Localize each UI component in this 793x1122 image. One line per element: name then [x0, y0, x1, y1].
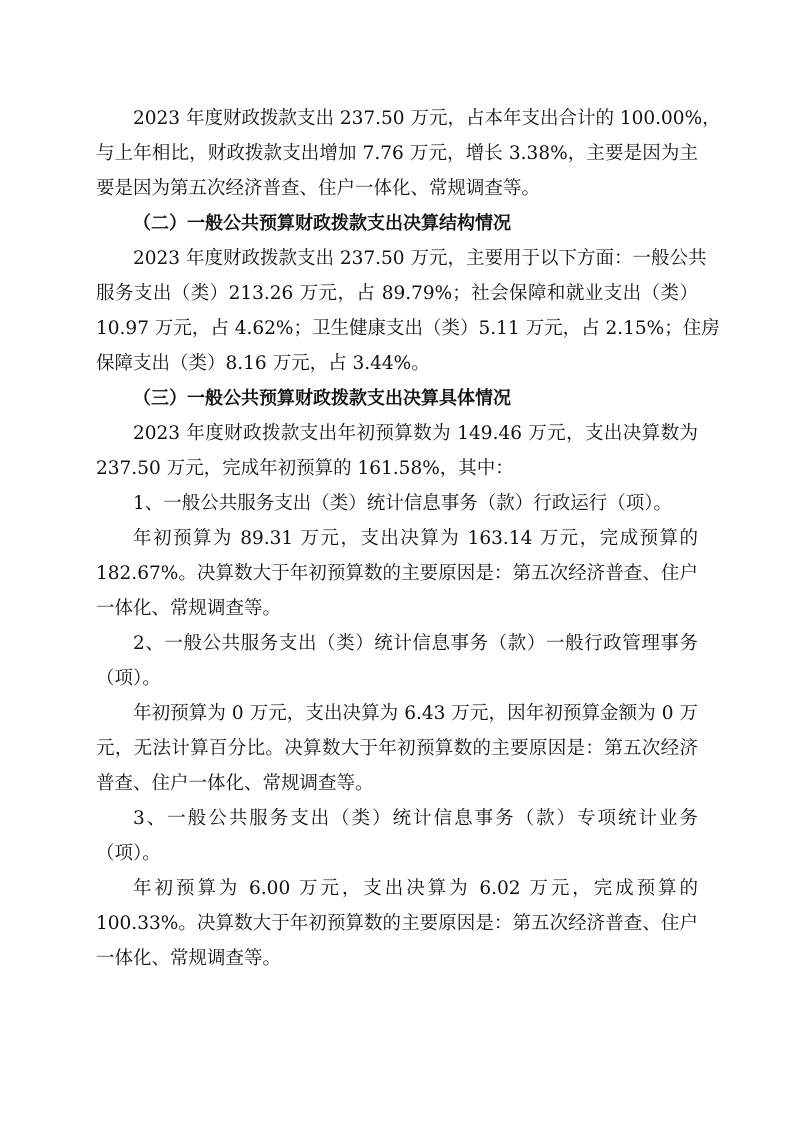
paragraph-line: 保障支出（类）8.16 万元，占 3.44%。 — [96, 353, 430, 374]
list-item-2-cont: （项）。 — [96, 668, 161, 689]
document-body — [96, 101, 721, 976]
section-heading-3: （三）一般公共预算财政拨款支出决算具体情况 — [133, 388, 511, 409]
paragraph-line: 10.97 万元，占 4.62%；卫生健康支出（类）5.11 万元，占 2.15%；住房 — [96, 318, 720, 339]
paragraph-line: 2023 年度财政拨款支出年初预算数为 149.46 万元，支出决算数为 — [133, 423, 698, 444]
paragraph-line: 与上年相比，财政拨款支出增加 7.76 万元，增长 3.38%，主要是因为主 — [96, 143, 698, 164]
paragraph-line: 服务支出（类）213.26 万元，占 89.79%；社会保障和就业支出（类） — [96, 283, 698, 304]
paragraph-line: 年初预算为 0 万元，支出决算为 6.43 万元，因年初预算金额为 0 万 — [133, 703, 698, 724]
paragraph-line: 一体化、常规调查等。 — [96, 598, 282, 619]
paragraph-line: 182.67%。决算数大于年初预算数的主要原因是：第五次经济普查、住户 — [96, 563, 698, 584]
paragraph-line: 237.50 万元，完成年初预算的 161.58%，其中： — [96, 458, 514, 479]
section-heading-2: （二）一般公共预算财政拨款支出决算结构情况 — [133, 213, 511, 234]
paragraph-line: 年初预算为 6.00 万元，支出决算为 6.02 万元，完成预算的 — [133, 878, 698, 899]
paragraph-line: 2023 年度财政拨款支出 237.50 万元，主要用于以下方面：一般公共 — [133, 248, 707, 269]
paragraph-line: 2023 年度财政拨款支出 237.50 万元，占本年支出合计的 100.00%， — [133, 108, 721, 129]
list-item-2: 2、一般公共服务支出（类）统计信息事务（款）一般行政管理事务 — [133, 633, 698, 654]
paragraph-line: 要是因为第五次经济普查、住户一体化、常规调查等。 — [96, 178, 541, 199]
paragraph-line: 一体化、常规调查等。 — [96, 948, 282, 969]
paragraph-line: 年初预算为 89.31 万元，支出决算为 163.14 万元，完成预算的 — [133, 528, 698, 549]
list-item-3: 3、一般公共服务支出（类）统计信息事务（款）专项统计业务 — [133, 808, 698, 829]
list-item-3-cont: （项）。 — [96, 843, 161, 864]
paragraph-line: 100.33%。决算数大于年初预算数的主要原因是：第五次经济普查、住户 — [96, 913, 698, 934]
paragraph-line: 普查、住户一体化、常规调查等。 — [96, 773, 374, 794]
paragraph-line: 元，无法计算百分比。决算数大于年初预算数的主要原因是：第五次经济 — [96, 738, 698, 759]
list-item-1: 1、一般公共服务支出（类）统计信息事务（款）行政运行（项）。 — [133, 493, 673, 514]
